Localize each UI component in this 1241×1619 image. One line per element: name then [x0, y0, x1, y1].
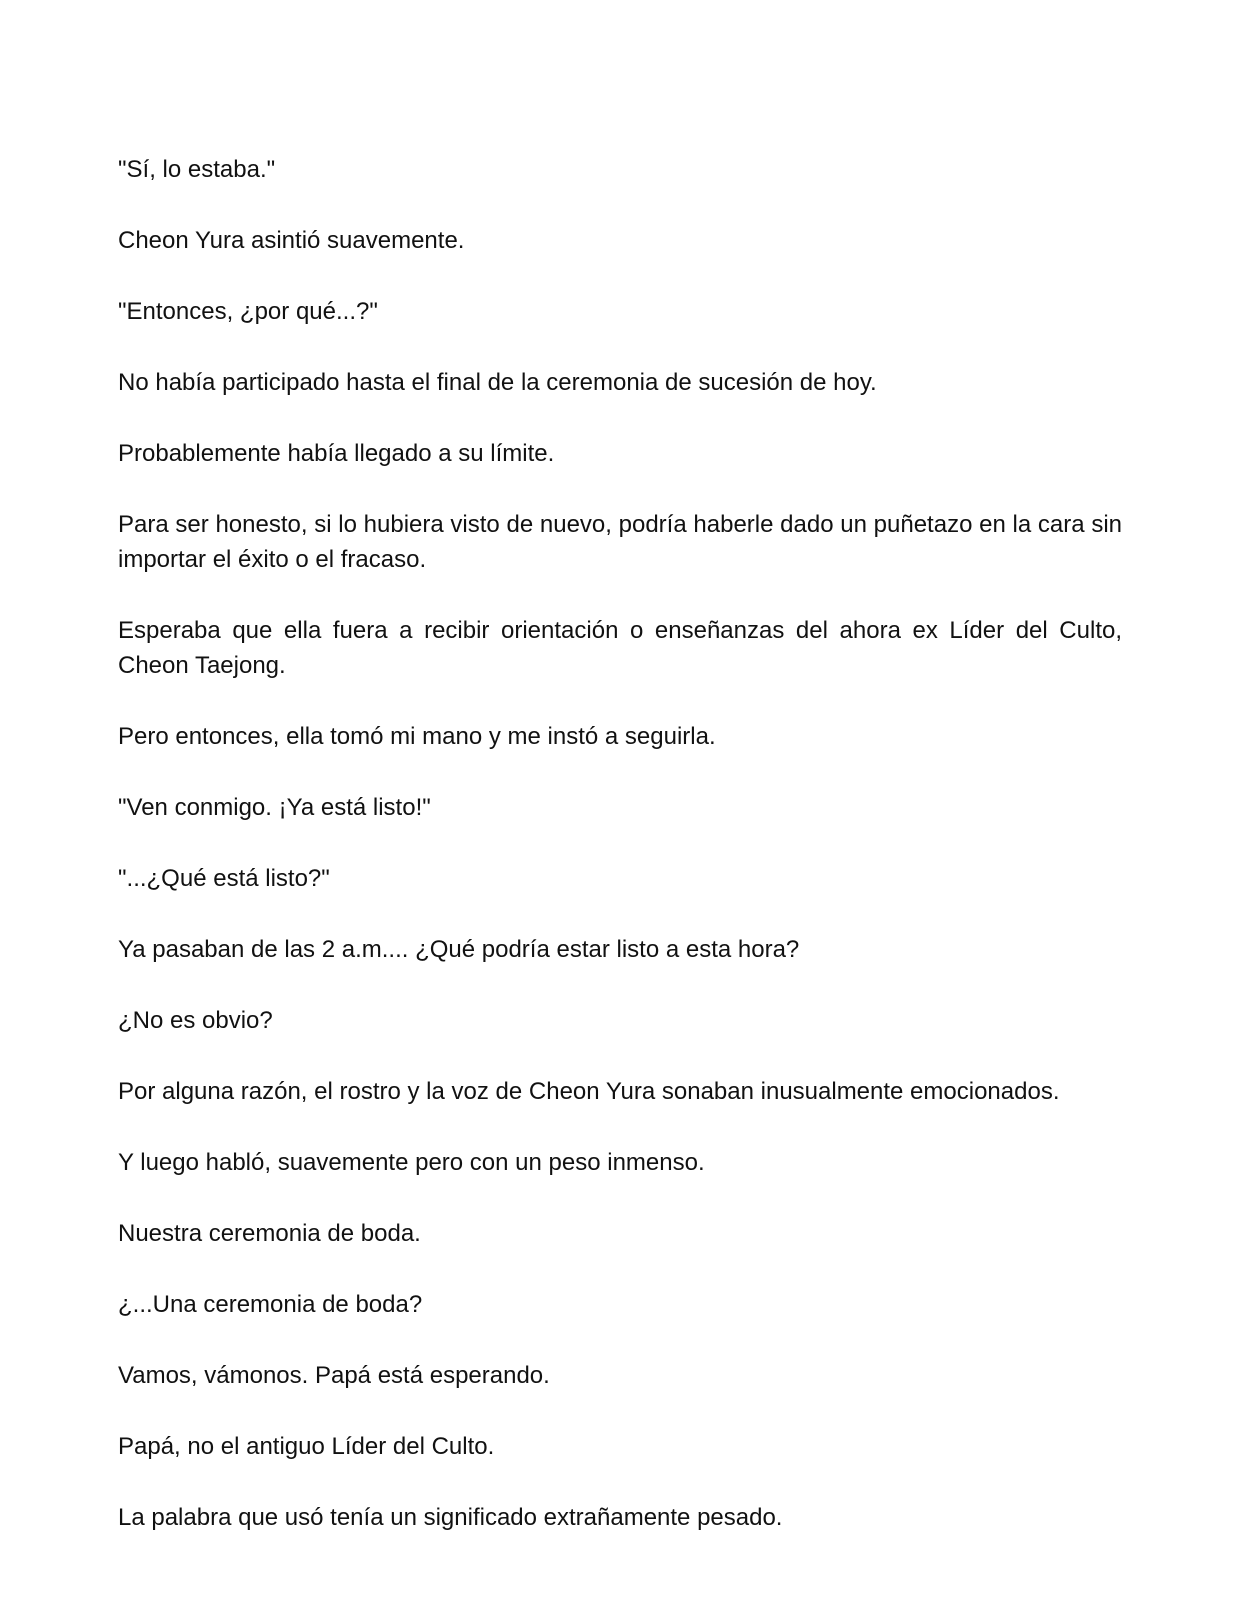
paragraph: "Sí, lo estaba.": [118, 156, 276, 183]
paragraph: Por alguna razón, el rostro y la voz de Cheon Yura sonaban inusualmente emocionados.: [118, 1078, 1060, 1105]
paragraph: "...¿Qué está listo?": [118, 865, 330, 892]
paragraph: "Entonces, ¿por qué...?": [118, 298, 378, 325]
paragraph: "Ven conmigo. ¡Ya está listo!": [118, 794, 431, 821]
paragraph: ¿No es obvio?: [118, 1007, 273, 1034]
paragraph: Y luego habló, suavemente pero con un peso inmenso.: [118, 1149, 705, 1176]
paragraph: Para ser honesto, si lo hubiera visto de nuevo, podría haberle dado un puñetazo en la cara sin importar el éxito o el fracaso.: [118, 511, 1122, 573]
paragraph: Esperaba que ella fuera a recibir orientación o enseñanzas del ahora ex Líder del Culto, Cheon Taejong.: [118, 617, 1122, 679]
document-body: [118, 152, 1122, 1535]
paragraph: Probablemente había llegado a su límite.: [118, 440, 555, 467]
paragraph: Pero entonces, ella tomó mi mano y me instó a seguirla.: [118, 723, 716, 750]
paragraph: No había participado hasta el final de la ceremonia de sucesión de hoy.: [118, 369, 877, 396]
paragraph: Papá, no el antiguo Líder del Culto.: [118, 1433, 495, 1460]
paragraph: Nuestra ceremonia de boda.: [118, 1220, 421, 1247]
paragraph: ¿...Una ceremonia de boda?: [118, 1291, 423, 1318]
paragraph: Vamos, vámonos. Papá está esperando.: [118, 1362, 550, 1389]
paragraph: Ya pasaban de las 2 a.m.... ¿Qué podría estar listo a esta hora?: [118, 936, 800, 963]
paragraph: Cheon Yura asintió suavemente.: [118, 227, 465, 254]
paragraph: La palabra que usó tenía un significado extrañamente pesado.: [118, 1504, 783, 1531]
